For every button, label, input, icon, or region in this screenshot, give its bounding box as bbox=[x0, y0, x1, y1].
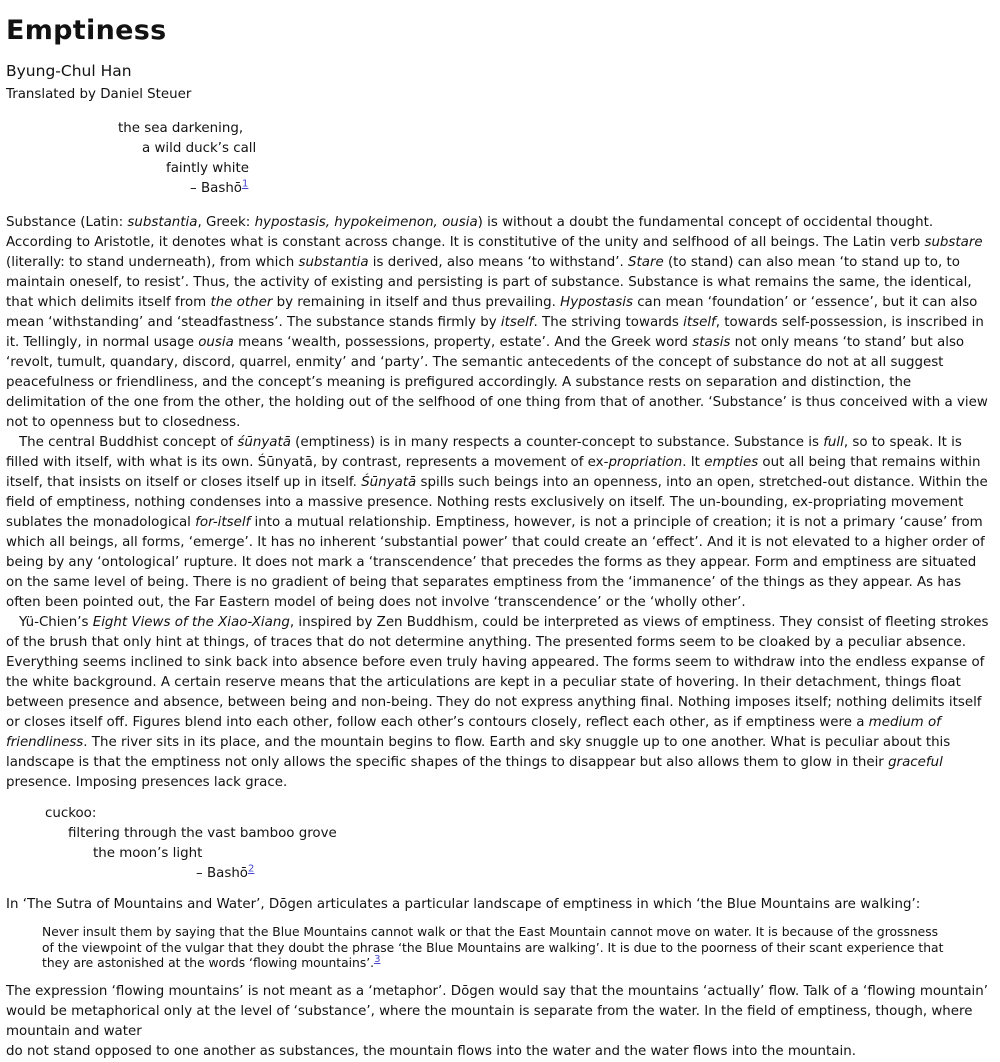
poem-line: faintly white bbox=[166, 161, 249, 176]
poem-line: the sea darkening, bbox=[118, 121, 244, 136]
text-run: śūnyatā bbox=[237, 435, 291, 450]
text-run: , Greek: bbox=[197, 215, 255, 230]
text-run: . It bbox=[682, 455, 705, 470]
haiku-2 bbox=[6, 804, 992, 884]
text-run: , towards self-possession, is inscribed in it. Tellingly, in normal usage bbox=[6, 315, 984, 350]
text-run: Never insult them by saying that the Blue Mountains cannot walk or that the East Mountain cannot move on water. It is because of the grossness of the viewpoint of the vulgar that they doubt the phrase ‘the Blue Mountains are walking’. It is due to the poorness of their scant experience that they are astonished at the words ‘flowing mountains’. bbox=[42, 925, 944, 970]
clipped-bottom-line: do not stand opposed to one another as substances, the mountain flows into the water and the water flows into the mountain. bbox=[6, 1043, 856, 1059]
text-run: means ‘wealth, possessions, property, estate’. And the Greek word bbox=[233, 335, 693, 350]
footnote-ref-2[interactable]: 2 bbox=[248, 863, 255, 875]
text-run: for-itself bbox=[195, 515, 251, 530]
text-run: (to stand) can also mean ‘to stand up to, to maintain oneself, to resist’. Thus, the activity of existing and persisting is part of substance. Substance is what remains the same, the identical, that which delimits itself from bbox=[6, 255, 972, 310]
text-run: The central Buddhist concept of bbox=[19, 435, 238, 450]
text-run: Yü-Chien’s bbox=[19, 615, 93, 630]
text-run: Śūnyatā bbox=[361, 475, 417, 490]
poem-line: the moon’s light bbox=[93, 846, 203, 861]
text-run: ousia bbox=[198, 335, 234, 350]
text-run: out all being that remains within itself, that insists on itself or closes itself up in itself. bbox=[6, 455, 981, 490]
text-run: stasis bbox=[692, 335, 731, 350]
text-run: itself bbox=[500, 315, 534, 330]
footnote-ref-3[interactable]: 3 bbox=[374, 953, 381, 965]
text-run: ) is without a doubt the fundamental concept of occidental thought. According to Aristotle, it denotes what is constant across change. It is constitutive of the unity and selfhood of all beings. The Latin verb bbox=[6, 215, 934, 250]
paragraph-sutra-intro: In ‘The Sutra of Mountains and Water’, Dōgen articulates a particular landscape of emptiness in which ‘the Blue Mountains are walking’: bbox=[6, 897, 921, 912]
blockquote-dogen bbox=[42, 925, 948, 972]
poem-line: a wild duck’s call bbox=[142, 141, 257, 156]
text-run: is derived, also means ‘to withstand’. bbox=[368, 255, 628, 270]
text-run: substantia bbox=[298, 255, 369, 270]
poem-attribution bbox=[190, 179, 992, 199]
translator-credit: Translated by Daniel Steuer bbox=[6, 87, 192, 102]
text-run: graceful bbox=[888, 755, 943, 770]
text-run: itself bbox=[683, 315, 716, 330]
footnote-ref-1[interactable]: 1 bbox=[242, 178, 249, 190]
text-run: . The striving towards bbox=[533, 315, 684, 330]
text-run: into a mutual relationship. Emptiness, however, is not a principle of creation; it is not a primary ‘cause’ from which all beings, all forms, ‘emerge’. It has no inherent ‘substantial power’ that could create an ‘effect’. And it is not elevated to a higher order of being by any ‘ontological’ rupture. It does not mark a ‘transcendence’ that precedes the forms as they appear. Form and emptiness are situated on the same level of being. There is no gradient of being that separates emptiness from the ‘immanence’ of the things as they appear. As has often been pointed out, the Far Eastern model of being does not involve ‘transcendence’ or the ‘wholly other’. bbox=[6, 515, 985, 610]
text-run: , so to speak. It is filled with itself, with what is its own. Śūnyatā, by contrast, represents a movement of ex- bbox=[6, 435, 962, 470]
text-run: can mean ‘foundation’ or ‘essence’, but it can also mean ‘withstanding’ and ‘steadfastness’. The substance stands firmly by bbox=[6, 295, 978, 330]
paragraph-flowing-mountains: The expression ‘flowing mountains’ is not meant as a ‘metaphor’. Dōgen would say that the mountains ‘actually’ flow. Talk of a ‘flowing mountain’ would be metaphorical only at the level of ‘substance’, where the mountain is separate from the water. In the field of emptiness, though, where mountain and water bbox=[6, 983, 988, 1039]
poem-attribution bbox=[196, 864, 992, 884]
text-run: empties bbox=[704, 455, 759, 470]
text-run: the other bbox=[210, 295, 273, 310]
paragraph-eight-views bbox=[6, 613, 992, 793]
article-body bbox=[6, 213, 992, 1059]
paragraph-sunyata bbox=[6, 433, 992, 613]
text-run: Substance (Latin: bbox=[6, 215, 128, 230]
text-run: spills such beings into an openness, into an open, stretched-out distance. Within the field of emptiness, nothing condenses into a massive presence. Nothing rests exclusively on itself. The un-bounding, ex-propriating movement sublates the monadological bbox=[6, 475, 988, 530]
haiku-1 bbox=[6, 119, 992, 199]
poem-line: filtering through the vast bamboo grove bbox=[68, 826, 337, 841]
text-run: , inspired by Zen Buddhism, could be interpreted as views of emptiness. They consist of fleeting strokes of the brush that only hint at things, of traces that do not determine anything. The presented forms seem to be cloaked by a peculiar absence. Everything seems inclined to sink back into absence before even truly having appeared. The forms seem to withdraw into the endless expanse of the white background. A certain reserve means that the articulations are kept in a peculiar state of hovering. In their detachment, things float between presence and absence, between being and non-being. They do not express anything final. Nothing imposes itself; nothing delimits itself or closes itself off. Figures blend into each other, follow each other’s contours closely, reflect each other, as if emptiness were a bbox=[6, 615, 989, 730]
text-run: Hypostasis bbox=[560, 295, 633, 310]
text-run: medium of friendliness bbox=[6, 715, 941, 750]
text-run: (emptiness) is in many respects a counter-concept to substance. Substance is bbox=[290, 435, 824, 450]
text-run: Stare bbox=[628, 255, 664, 270]
text-run: . The river sits in its place, and the mountain begins to flow. Earth and sky snuggle up to one another. What is peculiar about this landscape is that the emptiness not only allows the specific shapes of the things to disappear but also allows them to glow in their bbox=[6, 735, 951, 770]
poem-attribution-text: – Bashō bbox=[190, 181, 242, 196]
text-run: hypostasis, hypokeimenon, ousia bbox=[254, 215, 478, 230]
text-run: (literally: to stand underneath), from which bbox=[6, 255, 299, 270]
text-run: full bbox=[823, 435, 844, 450]
text-run: substantia bbox=[127, 215, 198, 230]
paragraph-substance bbox=[6, 213, 992, 433]
text-run: by remaining in itself and thus prevailing. bbox=[272, 295, 561, 310]
poem-attribution-text: – Bashō bbox=[196, 866, 248, 881]
text-run: not only means ‘to stand’ but also ‘revolt, tumult, quandary, discord, quarrel, enmity’ and ‘party’. The semantic antecedents of the concept of substance do not at all suggest peacefulness or friendliness, and the concept’s meaning is prefigured accordingly. A substance rests on separation and distinction, the delimitation of the one from the other, the holding out of the selfhood of one thing from that of another. ‘Substance’ is thus conceived with a view not to openness but to closedness. bbox=[6, 335, 988, 430]
text-run: propriation bbox=[608, 455, 683, 470]
text-run: substare bbox=[924, 235, 983, 250]
poem-line: cuckoo: bbox=[45, 806, 97, 821]
page-title: Emptiness bbox=[6, 15, 167, 46]
text-run: presence. Imposing presences lack grace. bbox=[6, 775, 288, 790]
author-name: Byung-Chul Han bbox=[6, 62, 132, 80]
text-run: Eight Views of the Xiao-Xiang bbox=[92, 615, 290, 630]
